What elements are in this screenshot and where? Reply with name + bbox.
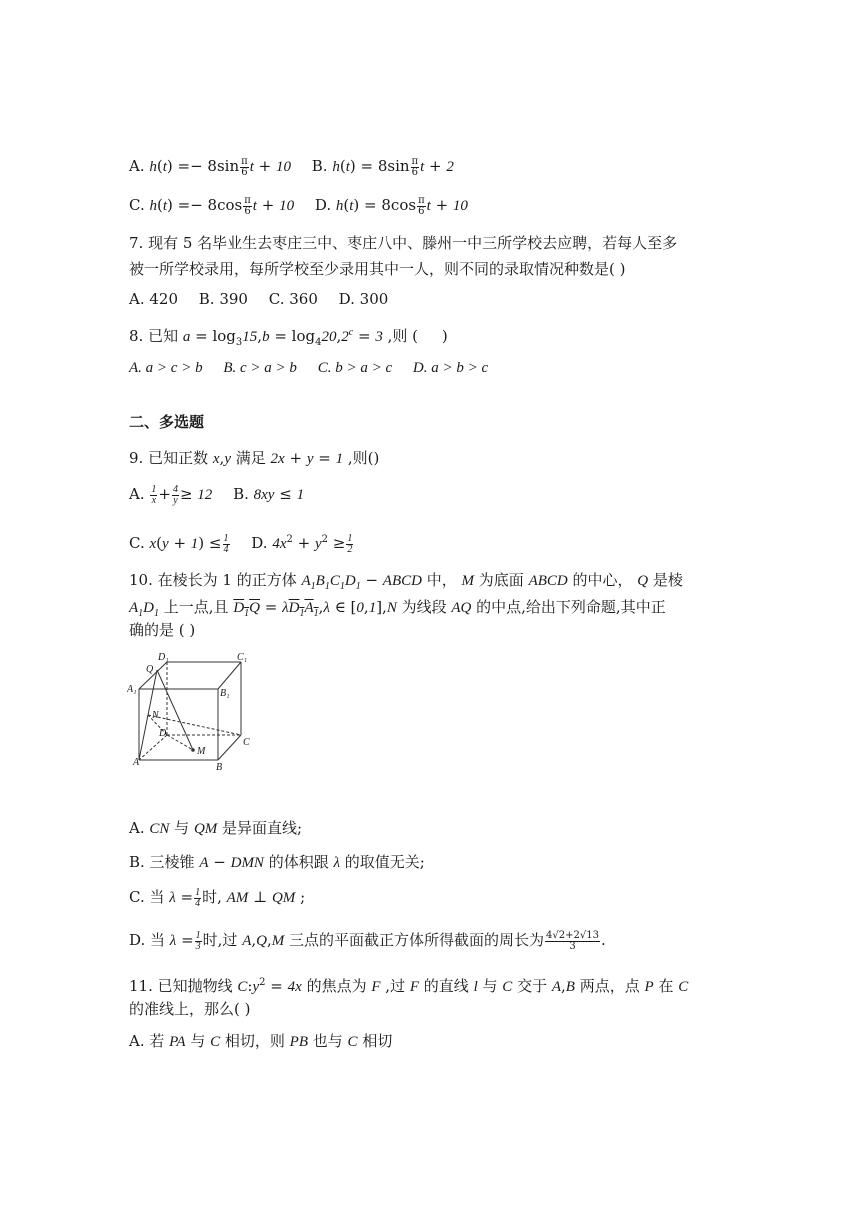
q10-stem-line1: 10. 在棱长为 1 的正方体 $A_1B_1C_1D_1$ − ABCD 中， M 为底面 ABCD 的中心， Q 是棱 <box>129 571 683 592</box>
label-m: M <box>197 746 206 757</box>
q9-option-a: A. $\frac{1}{x}$ + $\frac{4}{y}$ ≥ 12 <box>129 483 213 506</box>
q7-options <box>129 289 404 309</box>
cube-figure <box>127 652 257 774</box>
q6-option-c: C. h(t) =− 8cos $\frac{\pi}{6}$ t + 10 <box>129 194 295 217</box>
q11-stem-line1: 11. 已知抛物线 $C:y^2 = 4x$ 的焦点为 F ,过 F 的直线 l 与 C 交于 A,B 两点，点 P 在 C <box>129 977 689 995</box>
q7-option-c: C. 360 <box>268 290 318 308</box>
q8-stem: 8. 已知 $a = \log_315,b = \log_420,2^c = 3$ ,则 ( ) <box>129 327 448 348</box>
q6-option-d: D. h(t) = 8cos $\frac{\pi}{6}$ t + 10 <box>314 194 468 217</box>
label-d: D <box>159 728 167 739</box>
label-a: A <box>133 757 140 768</box>
q10-option-d: D. 当 λ = $\frac{1}{3}$ 时,过 A,Q,M 三点的平面截正方体所得截面的周长为 $\frac{4√2+2√13}{3}$ . <box>129 929 606 952</box>
q9-options-row1 <box>129 484 320 506</box>
q11-option-a: A. 若 PA 与 C 相切，则 PB 也与 C 相切 <box>129 1032 393 1050</box>
q8-option-a: A. a > c > b <box>129 360 203 376</box>
q10-option-b: B. 三棱锥 A − DMN 的体积跟 λ 的取值无关; <box>129 853 425 871</box>
point-m <box>191 748 195 752</box>
section-heading-multiple-choice: 二、多选题 <box>129 413 205 431</box>
label-d1: D₁ <box>158 652 169 663</box>
q6-options-row1 <box>129 156 470 178</box>
label-b1: B₁ <box>220 688 230 699</box>
edge-c-b <box>218 735 241 760</box>
q8-option-b: B. c > a > b <box>223 360 297 376</box>
label-q: Q <box>146 664 154 675</box>
q6-option-a: A. h(t) =− 8sin $\frac{\pi}{6}$ t + 10 <box>129 155 291 178</box>
label-c1: C₁ <box>237 652 248 663</box>
q6-options-row2 <box>129 195 484 217</box>
q7-stem-line2: 被一所学校录用，每所学校至少录用其中一人，则不同的录取情况种数是( ) <box>129 260 626 278</box>
q7-option-b: B. 390 <box>198 290 248 308</box>
label-c: C <box>243 737 250 748</box>
q9-option-c: C. x(y + 1) ≤ $\frac{1}{4}$ <box>129 532 229 555</box>
q10-option-c: C. 当 λ = $\frac{1}{4}$ 时, AM ⊥ QM ; <box>129 886 306 909</box>
q6-option-b: B. h(t) = 8sin $\frac{\pi}{6}$ t + 2 <box>311 155 454 178</box>
q7-option-a: A. 420 <box>129 290 178 308</box>
q9-option-b: B. 8xy ≤ 1 <box>233 485 305 503</box>
q9-stem: 9. 已知正数 x,y 满足 2x + y = 1 ,则() <box>129 449 380 467</box>
q7-option-d: D. 300 <box>338 290 389 308</box>
q7-stem-line1: 7. 现有 5 名毕业生去枣庄三中、枣庄八中、滕州一中三所学校去应聘，若每人至多 <box>129 234 678 252</box>
edge-c1-b1 <box>218 662 241 689</box>
q10-stem-line3: 确的是 ( ) <box>129 621 196 639</box>
q10-option-a: A. CN 与 QM 是异面直线; <box>129 819 303 837</box>
label-n: N <box>152 710 159 721</box>
q8-options <box>129 357 504 378</box>
q8-option-d: D. a > b > c <box>412 360 489 376</box>
label-b: B <box>216 762 223 773</box>
q11-stem-line2: 的准线上，那么( ) <box>129 1000 251 1018</box>
q10-stem-line2: $A_1D_1$ 上一点,且 $D_1Q = \lambda D_1A_1,\lambda$ ∈ [0,1],N 为线段 AQ 的中点,给出下列命题,其中正 <box>129 598 666 619</box>
q9-options-row2 <box>129 530 370 555</box>
q9-option-d: D. $4x^2 + y^2$ ≥ $\frac{1}{2}$ <box>251 532 353 555</box>
q8-option-c: C. b > a > c <box>317 360 393 376</box>
label-a1: A₁ <box>127 684 137 695</box>
